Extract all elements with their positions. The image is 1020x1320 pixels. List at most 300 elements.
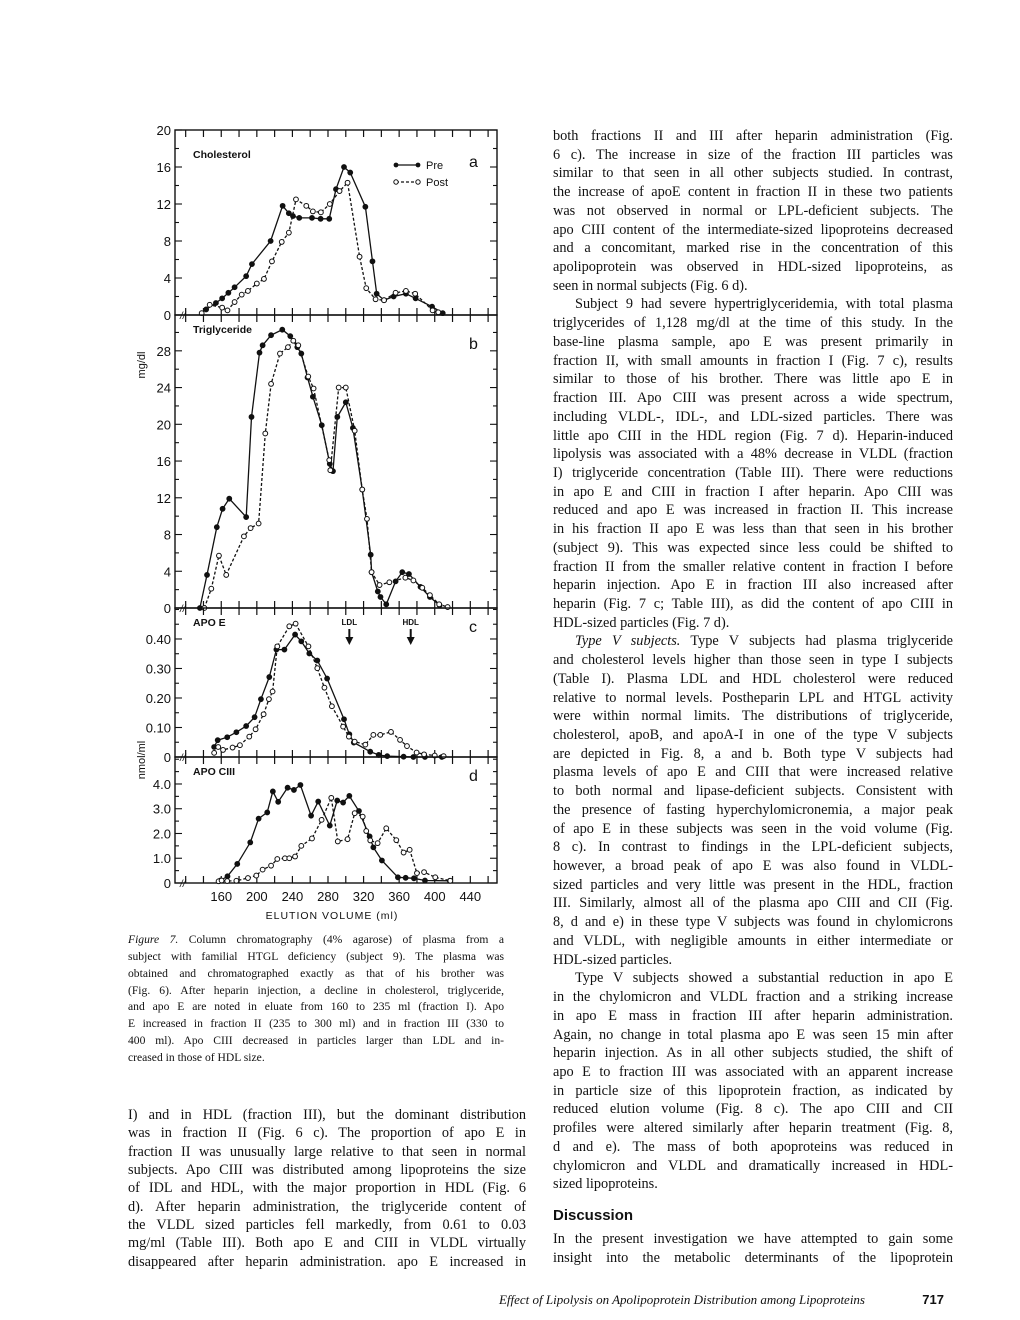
line-text: apo E to fraction III was associated with an apparent increase [553, 1063, 953, 1080]
y-tick-label: 4 [163, 271, 171, 286]
data-point-post [299, 843, 304, 848]
data-point-pre [325, 676, 330, 681]
panel-title: APO E [193, 617, 226, 629]
data-point-pre [379, 858, 384, 863]
data-point-post [296, 343, 301, 348]
data-point-post [219, 878, 224, 883]
data-point-post [287, 624, 292, 629]
panel-letter: d [469, 768, 478, 785]
data-point-post [364, 286, 369, 291]
line-text: profiles were altered similarly after heparin treatment (Fig. 8, [553, 1120, 953, 1137]
data-point-pre [293, 632, 298, 637]
x-tick-label: 240 [281, 889, 304, 904]
data-point-post [253, 727, 258, 732]
line-text: subjects. Apo CIII was distributed among lipoproteins the size [128, 1162, 526, 1179]
data-point-post [403, 575, 408, 580]
data-point-pre [214, 301, 219, 306]
line-text: was not observed in normal or LPL-deficient subjects. The [553, 202, 953, 219]
text-line [553, 782, 953, 801]
line-text: in his fraction II apo E was less than that seen in his brother [553, 521, 953, 538]
data-point-post [287, 856, 292, 861]
data-point-post [260, 867, 265, 872]
y-tick-label: 0.20 [145, 690, 171, 706]
data-point-pre [374, 291, 379, 296]
text-line [553, 164, 953, 183]
data-point-pre [412, 876, 417, 881]
discussion-heading: Discussion [553, 1207, 634, 1224]
line-text: Subject 9 had severe hypertriglyceridemia, with total plasma [575, 296, 953, 313]
data-point-pre [280, 327, 285, 332]
data-point-post [382, 298, 387, 303]
data-point-post [311, 386, 316, 391]
text-line [553, 127, 953, 146]
data-point-post [248, 526, 253, 531]
data-point-post [445, 605, 450, 610]
text-line [553, 221, 953, 240]
caption-line [128, 999, 504, 1016]
data-point-pre [250, 262, 255, 267]
data-point-pre [227, 496, 232, 501]
data-point-post [262, 277, 267, 282]
data-point-pre [363, 204, 368, 209]
text-line [553, 951, 953, 970]
line-text: were within normal limits. The distributions of triglyceride, [553, 708, 953, 725]
line-text: sized particles and very little was present in the HDL, fraction [553, 876, 953, 893]
text-line [553, 894, 953, 913]
line-text: (Table I). Plasma LDL and HDL cholesterol were reduced [553, 670, 953, 687]
line-text: to both normal and lipase-deficient subjects. Consistent with [553, 783, 953, 800]
series-line-pre [200, 330, 440, 608]
data-point-pre [316, 799, 321, 804]
text-line [553, 1230, 953, 1249]
data-point-pre [378, 595, 383, 600]
line-text: including VLDL-, IDL-, and LDL-sized particles. There was [553, 408, 953, 425]
text-line [128, 1253, 526, 1271]
data-point-post [329, 795, 334, 800]
data-point-post [315, 666, 320, 671]
line-text: in the chylomicron and VLDL fraction and a striking increase [553, 989, 953, 1006]
text-line [553, 1082, 953, 1101]
text-line [553, 726, 953, 745]
data-point-post [352, 811, 357, 816]
data-point-post [328, 468, 333, 473]
caption-line [128, 1016, 504, 1033]
data-point-pre [309, 813, 314, 818]
text-line [553, 277, 953, 296]
data-point-post [371, 732, 376, 737]
data-point-post [422, 870, 427, 875]
running-title: Effect of Lipolysis on Apolipoprotein Distribution among Lipoproteins [498, 1292, 865, 1307]
data-point-post [363, 742, 368, 747]
line-text: lipolysis was associated with a 48% decrease in VLDL (fraction [553, 446, 953, 463]
text-line [553, 239, 953, 258]
data-point-post [322, 685, 327, 690]
data-point-post [404, 289, 409, 294]
data-point-post [407, 847, 412, 852]
data-point-post [304, 203, 309, 208]
data-point-post [220, 305, 225, 310]
data-point-post [436, 310, 441, 315]
data-point-post [246, 876, 251, 881]
line-text: d and e). The mass of both apoproteins was reduced in [553, 1138, 953, 1155]
data-point-post [269, 381, 274, 386]
data-point-pre [368, 552, 373, 557]
data-point-post [261, 712, 266, 717]
line-text: reduced and apo E was increased in fraction II. This increase [553, 502, 953, 519]
data-point-pre [248, 840, 253, 845]
caption-line-text: (Fig. 6). After heparin injection, a decline in cholesterol, triglyceride, [128, 983, 504, 997]
legend-post-label: Post [426, 177, 449, 189]
y-tick-label: 8 [163, 234, 171, 249]
line-text: heparin injection. Apo E in fraction III also increased after [553, 577, 953, 594]
data-point-post [346, 734, 351, 739]
text-line [553, 801, 953, 820]
x-axis-label: ELUTION VOLUME (ml) [265, 910, 399, 922]
caption-line [128, 949, 504, 966]
data-point-pre [400, 570, 405, 575]
text-line [553, 1249, 953, 1268]
data-point-post [415, 871, 420, 876]
data-point-post [343, 385, 348, 390]
text-line [553, 838, 953, 857]
text-line [553, 913, 953, 932]
text-line [553, 576, 953, 595]
page-number: 717 [922, 1292, 944, 1307]
y-tick-label: 0.40 [145, 631, 171, 647]
y-tick-label: 3.0 [152, 801, 171, 817]
down-arrow-icon [345, 637, 353, 645]
data-point-pre [292, 788, 297, 793]
data-point-post [352, 428, 357, 433]
data-point-pre [310, 215, 315, 220]
data-point-post [401, 850, 406, 855]
x-tick-label: 280 [317, 889, 339, 904]
y-tick-label: 0 [163, 601, 171, 616]
y-tick-label: 4 [163, 564, 171, 580]
data-point-post [286, 345, 291, 350]
data-point-pre [384, 602, 389, 607]
caption-line-text: 400 ml). Apo CIII decreased in particles larger than LDL and in- [128, 1034, 504, 1048]
data-point-pre [226, 290, 231, 295]
text-line [553, 1007, 953, 1026]
line-text: the presence of fasting hyperchylomicronemia, a major peak [553, 801, 953, 818]
data-point-post [225, 879, 230, 884]
y-tick-label: 0 [163, 308, 171, 323]
data-point-post [335, 839, 340, 844]
y-axis-label: nmol/ml [136, 740, 148, 780]
line-text: fraction II, with small amounts in fraction I (Fig. 7 c), results [553, 352, 953, 369]
axis-break-icon: // [180, 311, 186, 322]
caption-line [128, 1033, 504, 1050]
down-arrow-icon [407, 637, 415, 645]
data-point-post [422, 752, 427, 757]
data-point-post [230, 745, 235, 750]
text-line [553, 932, 953, 951]
data-point-post [327, 202, 332, 207]
data-point-post [394, 838, 399, 843]
data-point-post [207, 302, 212, 307]
x-tick-label: 160 [210, 889, 233, 904]
data-point-post [413, 291, 418, 296]
data-point-pre [299, 639, 304, 644]
data-point-pre [280, 203, 285, 208]
line-text: the VLDL sized particles fell markedly, from 0.61 to 0.03 [128, 1217, 526, 1234]
data-point-post [279, 240, 284, 245]
line-text: in apo E and CIII in fraction I after heparin. Apo CIII was [553, 483, 953, 500]
text-line [553, 558, 953, 577]
data-point-post [270, 259, 275, 264]
data-point-pre [256, 816, 261, 821]
caption-line-text: obtained and chromatographed exactly as that of his brother was [128, 966, 504, 980]
data-point-post [430, 308, 435, 313]
data-point-post [398, 737, 403, 742]
caption-line [128, 983, 504, 1000]
annotation-label: LDL [341, 618, 358, 627]
line-text: (subject 9). This was expected since less could be shifted to [553, 539, 953, 556]
data-point-pre [244, 515, 249, 520]
line-text: disappeared after heparin administration. apo E increased in [128, 1253, 526, 1270]
text-line [553, 707, 953, 726]
text-line [553, 314, 953, 333]
text-line [128, 1161, 526, 1179]
axis-break-icon: // [180, 879, 186, 890]
data-point-pre [342, 717, 347, 722]
figure-caption [128, 932, 504, 1067]
data-point-post [433, 875, 438, 880]
data-point-pre [348, 170, 353, 175]
line-text: I) and in HDL (fraction III), but the dominant distribution [128, 1107, 526, 1123]
y-tick-label: 0.30 [145, 661, 171, 677]
line-text: the increase of apoE content in fraction II in these two patients [553, 184, 953, 201]
data-point-post [224, 573, 229, 578]
data-point-pre [244, 274, 249, 279]
data-point-pre [347, 793, 352, 798]
line-text: HDL-sized particles (Fig. 7 d). [553, 614, 730, 631]
data-point-post [336, 385, 341, 390]
data-point-pre [259, 697, 264, 702]
caption-line [128, 1050, 504, 1067]
text-line [553, 1119, 953, 1138]
data-point-post [212, 750, 217, 755]
line-text: triglycerides of 1,128 mg/dl at the time of this study. In the [553, 315, 953, 332]
data-point-post [389, 730, 394, 735]
data-point-post [286, 230, 291, 235]
data-point-post [256, 521, 261, 526]
data-point-pre [269, 333, 274, 338]
data-point-post [234, 878, 239, 883]
data-point-post [373, 297, 378, 302]
caption-line [128, 966, 504, 983]
x-tick-label: 320 [352, 889, 375, 904]
y-tick-label: 20 [156, 123, 171, 138]
text-line [553, 483, 953, 502]
data-point-post [306, 374, 311, 379]
data-point-post [337, 189, 342, 194]
data-point-pre [225, 735, 230, 740]
y-tick-label: 4.0 [152, 776, 171, 792]
line-text: Again, no change in total plasma apo E was seen 15 min after [553, 1026, 953, 1043]
data-point-post [448, 878, 453, 883]
data-point-post [378, 732, 383, 737]
line-text: similar to those of his brother. There was little apo E in [553, 371, 953, 388]
series-line-post [202, 183, 439, 313]
text-line [553, 333, 953, 352]
caption-line [128, 932, 504, 949]
data-point-post [420, 585, 425, 590]
panel-frame-b [175, 315, 497, 608]
data-point-post [384, 826, 389, 831]
data-point-post [221, 748, 226, 753]
text-line [553, 520, 953, 539]
text-line [553, 146, 953, 165]
line-text: Type V subjects had plasma triglyceride [680, 633, 953, 650]
data-point-post [310, 209, 315, 214]
data-point-pre [327, 823, 332, 828]
text-line [128, 1179, 526, 1197]
data-point-post [375, 841, 380, 846]
data-point-pre [220, 296, 225, 301]
caption-line-text: E increased in fraction II (235 to 300 ml) and in fraction III (330 to [128, 1017, 504, 1031]
data-point-pre [265, 810, 270, 815]
data-point-pre [327, 216, 332, 221]
data-point-post [254, 873, 259, 878]
line-text: apolipoprotein was observed in HDL-sized lipoproteins, as [553, 259, 953, 276]
line-text: Type V subjects showed a substantial reduction in apo E [575, 970, 953, 987]
panel-letter: c [469, 619, 477, 636]
data-point-post [293, 854, 298, 859]
data-point-post [275, 644, 280, 649]
data-point-post [275, 857, 280, 862]
data-point-pre [396, 875, 401, 880]
text-line [553, 857, 953, 876]
data-point-post [352, 739, 357, 744]
data-point-post [364, 829, 369, 834]
data-point-pre [288, 334, 293, 339]
data-point-post [341, 724, 346, 729]
line-text: In the present investigation we have attempted to gain some [553, 1231, 953, 1247]
data-point-pre [232, 285, 237, 290]
data-point-pre [413, 296, 418, 301]
text-line [553, 183, 953, 202]
line-text: and cholesterol levels higher than those seen in type I subjects [553, 652, 953, 669]
text-line [553, 969, 953, 988]
data-point-pre [244, 724, 249, 729]
legend-pre-marker [416, 163, 421, 168]
line-text: HDL-sized particles. [553, 951, 673, 968]
data-point-pre [298, 783, 303, 788]
line-text: 6 c). The increase in size of the fraction III particles was [553, 146, 953, 163]
line-text: little apo CIII in the HDL region (Fig. 7 d). Heparin-induced [553, 427, 953, 444]
data-point-pre [318, 216, 323, 221]
data-point-pre [268, 239, 273, 244]
data-point-pre [285, 785, 290, 790]
data-point-pre [375, 589, 380, 594]
line-text: are depicted in Fig. 8, a and b. Both type V subjects had [553, 745, 953, 762]
data-point-pre [249, 415, 254, 420]
data-point-pre [257, 350, 262, 355]
text-line [553, 876, 953, 895]
text-line [553, 595, 953, 614]
text-line [553, 1063, 953, 1082]
y-tick-label: 0 [163, 876, 171, 891]
panel-letter: b [469, 336, 478, 353]
y-axis-label: mg/dl [136, 351, 148, 379]
line-text: cholesterol, apoB, and apoA-I in one of the type V subjects [553, 727, 953, 743]
text-line [553, 539, 953, 558]
data-point-pre [423, 878, 428, 883]
data-point-pre [282, 647, 287, 652]
data-point-pre [220, 506, 225, 511]
line-text: heparin (Fig. 7 c; Table III), as did the content of apo CIII in [553, 595, 953, 612]
text-line [553, 258, 953, 277]
text-line [553, 464, 953, 483]
data-point-post [247, 734, 252, 739]
y-tick-label: 8 [163, 527, 171, 543]
text-line [128, 1198, 526, 1216]
data-point-post [405, 744, 410, 749]
data-point-post [369, 570, 374, 575]
text-line [553, 745, 953, 764]
text-line [553, 632, 953, 651]
x-tick-label: 400 [423, 889, 446, 904]
x-tick-label: 360 [388, 889, 411, 904]
panel-frame-c [175, 608, 497, 757]
data-point-post [246, 289, 251, 294]
y-tick-label: 20 [156, 417, 171, 433]
data-point-post [357, 254, 362, 259]
text-line [128, 1216, 526, 1234]
text-line [553, 988, 953, 1007]
line-text: heparin injection. As in all other subjects studied, the shift of [553, 1045, 953, 1062]
text-line [553, 370, 953, 389]
data-point-pre [370, 259, 375, 264]
annotation-label: HDL [402, 618, 419, 627]
data-point-post [263, 431, 268, 436]
text-line [553, 1044, 953, 1063]
y-tick-label: 28 [156, 343, 171, 359]
text-line [553, 614, 953, 633]
data-point-post [411, 578, 416, 583]
panel-title: Triglyceride [193, 324, 252, 336]
paragraph-lead: Type V subjects. [575, 633, 681, 650]
data-point-post [310, 836, 315, 841]
text-line [553, 501, 953, 520]
data-point-post [293, 621, 298, 626]
y-tick-label: 16 [156, 454, 171, 470]
data-point-post [225, 308, 230, 313]
data-point-post [319, 817, 324, 822]
line-text: fraction II from the smaller relative content in fraction I before [553, 558, 953, 575]
data-point-pre [315, 658, 320, 663]
line-text: chylomicron and VLDL and dramatically increased in HDL- [553, 1157, 953, 1174]
data-point-post [318, 210, 323, 215]
y-tick-label: 2.0 [152, 826, 171, 842]
line-text: in particle size of this lipoprotein fraction, as indicated by [553, 1082, 953, 1099]
line-text: seen in normal subjects (Fig. 6 d). [553, 277, 748, 294]
legend-post-marker [394, 180, 398, 184]
data-point-post [254, 281, 259, 286]
x-tick-label: 200 [245, 889, 268, 904]
line-text: mg/ml (Table III). Both apo E and CIII in VLDL virtually [128, 1235, 526, 1252]
data-point-pre [234, 730, 239, 735]
data-point-post [365, 517, 370, 522]
line-text: of IDL and HDL, with the major proportion in HDL (Fig. 6 [128, 1180, 526, 1197]
line-text: both fractions II and III after heparin administration (Fig. [553, 128, 953, 144]
line-text: was in fraction II (Fig. 6 c). The proportion of apo E in [128, 1125, 526, 1142]
y-tick-label: 24 [156, 380, 171, 396]
data-point-post [360, 814, 365, 819]
legend-pre-label: Pre [426, 160, 444, 172]
